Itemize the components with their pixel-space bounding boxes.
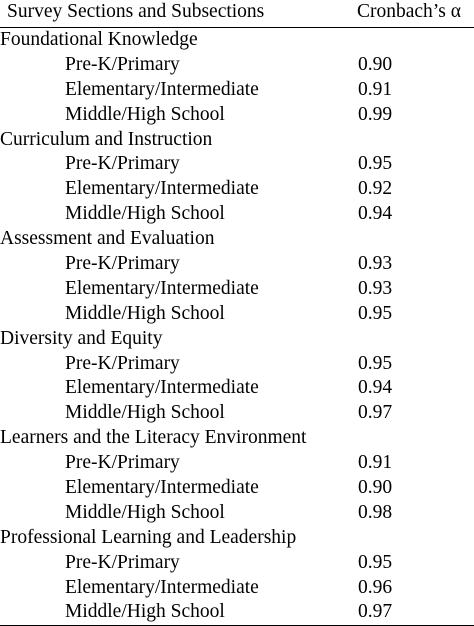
section-row <box>0 426 474 451</box>
alpha-value: 0.93 <box>358 253 393 275</box>
subsection-row <box>0 600 474 625</box>
alpha-value: 0.94 <box>358 203 393 225</box>
subsection-row <box>0 476 474 501</box>
subsection-label: Pre-K/Primary <box>65 352 180 374</box>
alpha-value: 0.90 <box>358 53 393 75</box>
subsection-row <box>0 277 474 302</box>
subsection-row <box>0 177 474 202</box>
subsection-row <box>0 576 474 601</box>
alpha-value: 0.94 <box>358 377 393 399</box>
subsection-label: Pre-K/Primary <box>65 153 180 175</box>
subsection-label: Middle/High School <box>65 501 225 523</box>
subsection-label: Pre-K/Primary <box>65 53 180 75</box>
alpha-value: 0.91 <box>358 452 393 474</box>
alpha-value: 0.93 <box>358 277 393 299</box>
section-row <box>0 128 474 153</box>
section-row <box>0 227 474 252</box>
alpha-value: 0.95 <box>358 153 393 175</box>
subsection-label: Middle/High School <box>65 103 225 125</box>
subsection-row <box>0 376 474 401</box>
section-title: Curriculum and Instruction <box>0 128 213 150</box>
section-title: Diversity and Equity <box>0 327 163 349</box>
alpha-value: 0.96 <box>358 576 393 598</box>
subsection-label: Elementary/Intermediate <box>65 477 259 499</box>
subsection-label: Middle/High School <box>65 203 225 225</box>
alpha-value: 0.95 <box>358 302 393 324</box>
section-row <box>0 327 474 352</box>
alpha-value: 0.92 <box>358 178 393 200</box>
subsection-row <box>0 53 474 78</box>
section-title: Foundational Knowledge <box>0 29 198 50</box>
subsection-row <box>0 152 474 177</box>
subsection-row <box>0 401 474 426</box>
section-row <box>0 526 474 551</box>
subsection-label: Elementary/Intermediate <box>65 377 259 399</box>
subsection-label: Elementary/Intermediate <box>65 277 259 299</box>
section-title: Assessment and Evaluation <box>0 228 215 250</box>
subsection-row <box>0 202 474 227</box>
table-body <box>0 28 474 625</box>
alpha-value: 0.91 <box>358 78 393 100</box>
section-title: Professional Learning and Leadership <box>0 526 297 548</box>
header-sections: Survey Sections and Subsections <box>7 1 265 22</box>
alpha-value: 0.95 <box>358 352 393 374</box>
subsection-row <box>0 103 474 128</box>
alpha-value: 0.90 <box>358 477 393 499</box>
subsection-label: Middle/High School <box>65 601 225 623</box>
section-title: Learners and the Literacy Environment <box>0 427 307 449</box>
header-cronbach-alpha: Cronbach’s α <box>357 1 461 22</box>
alpha-value: 0.99 <box>358 103 393 125</box>
subsection-label: Elementary/Intermediate <box>65 78 259 100</box>
subsection-label: Elementary/Intermediate <box>65 576 259 598</box>
subsection-row <box>0 352 474 377</box>
subsection-label: Pre-K/Primary <box>65 253 180 275</box>
subsection-label: Middle/High School <box>65 302 225 324</box>
subsection-label: Pre-K/Primary <box>65 452 180 474</box>
alpha-value: 0.98 <box>358 501 393 523</box>
section-row <box>0 28 474 53</box>
subsection-row <box>0 78 474 103</box>
subsection-row <box>0 551 474 576</box>
subsection-row <box>0 451 474 476</box>
table-header <box>0 0 474 28</box>
alpha-value: 0.95 <box>358 551 393 573</box>
subsection-label: Pre-K/Primary <box>65 551 180 573</box>
subsection-label: Middle/High School <box>65 402 225 424</box>
alpha-value: 0.97 <box>358 601 393 623</box>
subsection-row <box>0 252 474 277</box>
subsection-label: Elementary/Intermediate <box>65 178 259 200</box>
alpha-value: 0.97 <box>358 402 393 424</box>
subsection-row <box>0 302 474 327</box>
subsection-row <box>0 501 474 526</box>
